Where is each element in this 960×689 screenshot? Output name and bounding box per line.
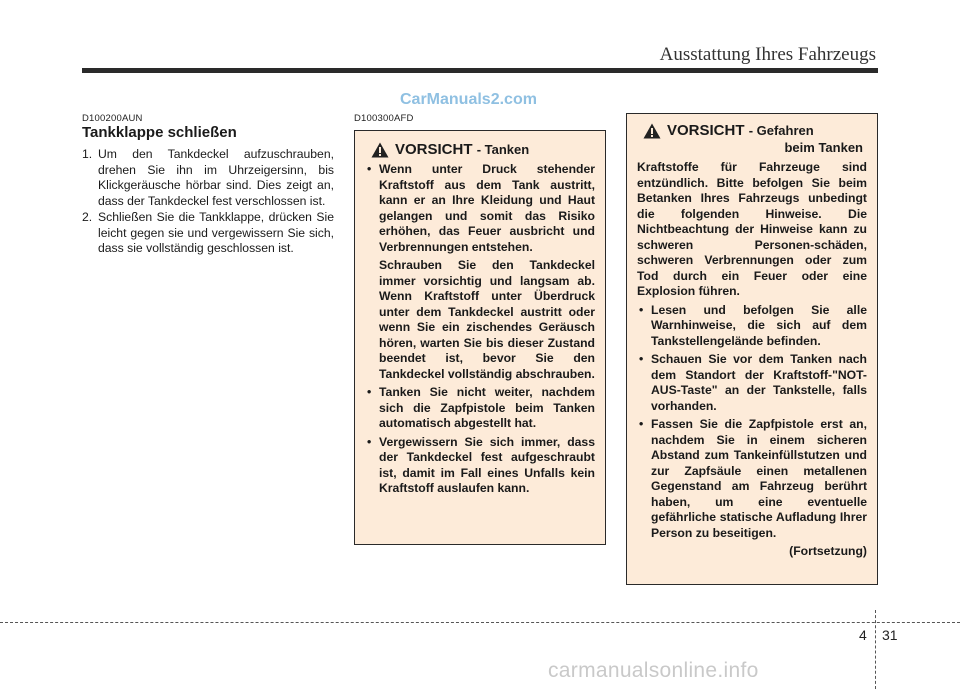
step-text: Um den Tankdeckel aufzuschrauben, drehen Sie ihn im Uhrzeigersinn, bis Klickgeräusche hörbar sind. Dies zeigt an, dass der Tankdeckel fest verschlossen ist. [98, 147, 334, 208]
caution-item-text: • Lesen und befolgen Sie alle Warnhinweise, die sich auf dem Tankstellengelände befinden. [651, 302, 867, 348]
warning-triangle-icon [643, 123, 661, 139]
middle-section-code: D100300AFD [354, 113, 414, 124]
caution-header [637, 122, 867, 156]
step-text: Schließen Sie die Tankklappe, drücken Sie leicht gegen sie und vergewissern Sie sich, dass sie vollständig geschlossen ist. [98, 210, 334, 255]
caution-box-hazards [626, 113, 878, 585]
watermark-bottom: carmanualsonline.info [548, 659, 759, 682]
chapter-number: 4 [859, 627, 867, 643]
caution-item-text: • Vergewissern Sie sich immer, dass der Tankdeckel fest aufgeschraubt ist, damit im Fall eines Unfalls kein Kraftstoff auslaufen kann. [379, 434, 595, 495]
caution-title [667, 122, 867, 156]
continued-note: (Fortsetzung) [789, 544, 867, 558]
caution-item-extra: Schrauben Sie den Tankdeckel immer vorsichtig und langsam ab. Wenn Kraftstoff unter Überdruck unter dem Tankdeckel austritt oder wenn Sie ein zischendes Geräusch hören, warten Sie bis dieser Zustand beendet ist, bevor Sie den Tankdeckel vollständig abschrauben. [379, 258, 595, 381]
left-column [82, 124, 334, 258]
step-number: 1. [82, 147, 93, 161]
caution-title-line2: beim Tanken [784, 140, 863, 155]
caution-title [395, 141, 529, 158]
caution-box-refueling [354, 130, 606, 545]
caution-title-sub: - Gefahren [748, 123, 814, 138]
caution-item [365, 162, 595, 382]
caution-title-main: VORSICHT [395, 141, 473, 158]
caution-item-text: • Schauen Sie vor dem Tanken nach dem Standort der Kraftstoff-"NOT-AUS-Taste" an der Tankstelle, falls vorhanden. [651, 352, 867, 413]
caution-item [365, 435, 595, 497]
caution-header [365, 141, 595, 158]
caution-item [637, 303, 867, 350]
section-heading: Tankklappe schließen [82, 124, 237, 141]
caution-title-sub: - Tanken [476, 142, 530, 157]
step-number: 2. [82, 210, 93, 224]
step-item [82, 147, 334, 209]
caution-list [365, 162, 595, 497]
header-rule [82, 68, 878, 73]
page-divider [875, 610, 876, 689]
watermark-top: CarManuals2.com [400, 91, 537, 108]
caution-list [637, 303, 867, 542]
warning-triangle-icon [371, 142, 389, 158]
page-header-title: Ausstattung Ihres Fahrzeugs [659, 44, 876, 65]
page-number: 31 [882, 627, 898, 643]
steps-list [82, 147, 334, 257]
caution-item [365, 385, 595, 432]
caution-item-text: • Fassen Sie die Zapfpistole erst an, nachdem Sie in einem sicheren Abstand zum Tankeinfüllstutzen und zur Zapfsäule einen metallenen Gegenstand am Fahrzeug berührt haben, um eine eventuelle gefährliche statische Aufladung Ihrer Person zu beseitigen. [651, 417, 867, 540]
caution-title-main: VORSICHT [667, 122, 745, 139]
caution-item-text: • Tanken Sie nicht weiter, nachdem sich die Zapfpistole beim Tanken automatisch abgestellt hat. [379, 385, 595, 430]
caution-item-text: • Wenn unter Druck stehender Kraftstoff aus dem Tank austritt, kann er an Ihre Kleidung und Haut gelangen und somit das Risiko erhöhen, das Feuer ausbricht und Verbrennungen entstehen. [379, 162, 595, 254]
step-item [82, 210, 334, 257]
caution-intro: Kraftstoffe für Fahrzeuge sind entzündlich. Bitte befolgen Sie beim Betanken Ihres Fahrzeugs unbedingt die folgenden Hinweise. Die Nichtbeachtung der Hinweise kann zu schweren Personen-schäden, schweren Verbrennungen oder zum Tod durch ein Feuer oder eine Explosion führen. [637, 160, 867, 298]
caution-item [637, 417, 867, 541]
caution-item [637, 352, 867, 414]
footer-dashed-rule [0, 622, 960, 623]
left-section-code: D100200AUN [82, 113, 143, 124]
